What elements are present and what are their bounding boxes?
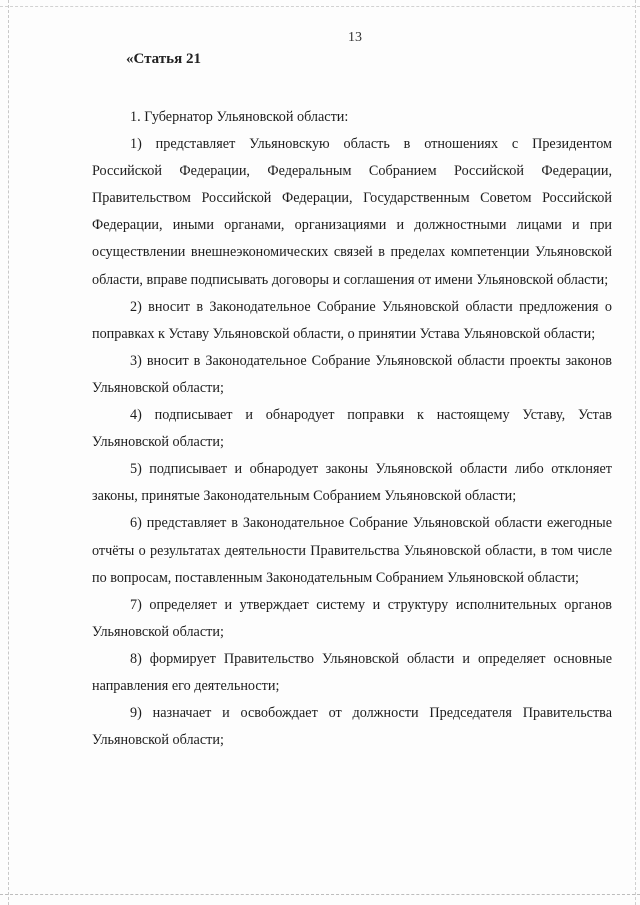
page-number: 13 [348, 30, 362, 45]
scan-edge-top [0, 6, 640, 7]
paragraph-item-2: 2) вносит в Законодательное Собрание Ульяновской области предложения о поправках к Уставу Ульяновской области, о принятии Устава Ульяновской области; [92, 298, 612, 342]
paragraph-item-9: 9) назначает и освобождает от должности Председателя Правительства Ульяновской области; [92, 705, 612, 749]
paragraph-item-1: 1) представляет Ульяновскую область в отношениях с Президентом Российской Федерации, Федеральным Собранием Российской Федерации, Правительством Российской Федерации, Государственным Советом Российской Федерации, иными органами, организациями и должностными лицами и при осуществлении внешнеэкономических связей в пределах компетенции Ульяновской области, вправе подписывать договоры и соглашения от имени Ульяновской области; [92, 136, 612, 288]
article-heading: «Статья 21 [126, 51, 201, 67]
paragraph-item-3: 3) вносит в Законодательное Собрание Ульяновской области проекты законов Ульяновской области; [92, 352, 612, 396]
document-body [92, 104, 612, 754]
paragraph-intro: 1. Губернатор Ульяновской области: [130, 109, 349, 125]
scan-edge-left [8, 0, 9, 905]
paragraph-item-5: 5) подписывает и обнародует законы Ульяновской области либо отклоняет законы, принятые Законодательным Собранием Ульяновской области; [92, 461, 612, 505]
scan-edge-bottom [0, 894, 640, 895]
paragraph-item-6: 6) представляет в Законодательное Собрание Ульяновской области ежегодные отчёты о результатах деятельности Правительства Ульяновской области, в том числе по вопросам, поставленным Законодательным Собранием Ульяновской области; [92, 515, 612, 586]
paragraph-item-7: 7) определяет и утверждает систему и структуру исполнительных органов Ульяновской области; [92, 596, 612, 640]
scan-edge-right [635, 0, 636, 905]
paragraph-item-4: 4) подписывает и обнародует поправки к настоящему Уставу, Устав Ульяновской области; [92, 407, 612, 451]
paragraph-item-8: 8) формирует Правительство Ульяновской области и определяет основные направления его деятельности; [92, 650, 612, 694]
